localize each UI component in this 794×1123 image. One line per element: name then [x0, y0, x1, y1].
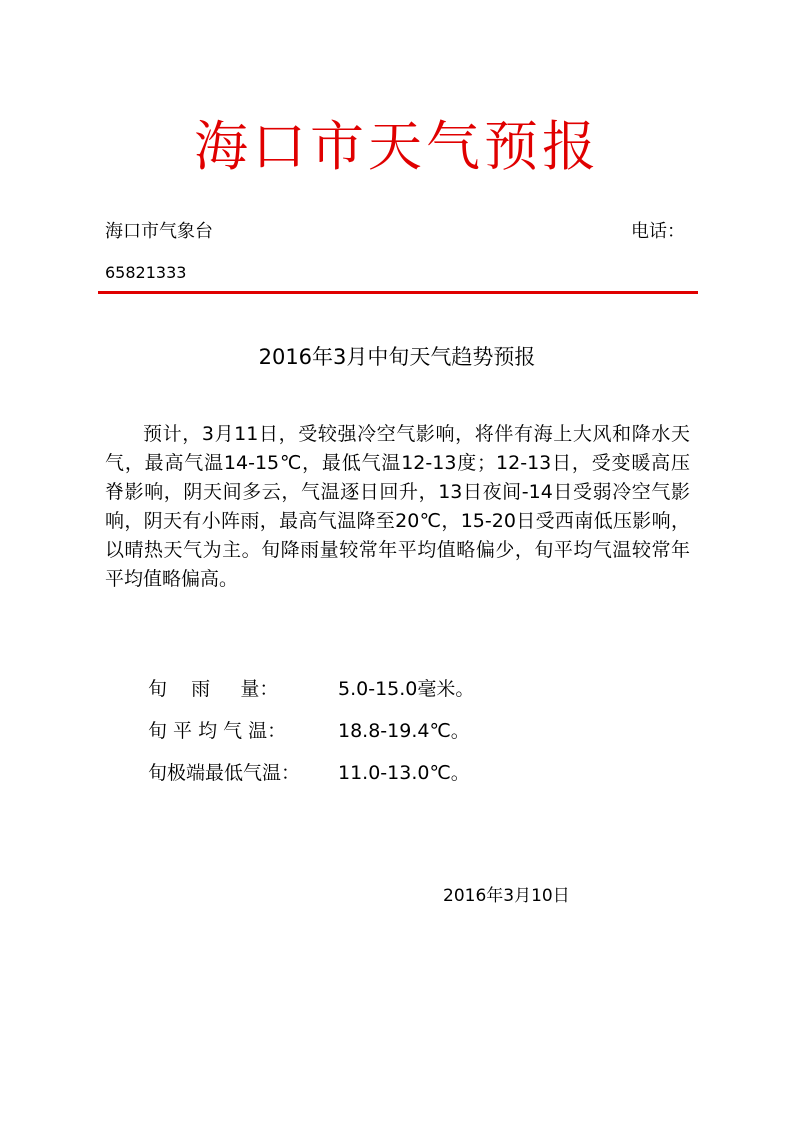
stat-value: 18.8-19.4℃。	[338, 720, 470, 742]
stat-value: 11.0-13.0℃。	[338, 762, 470, 784]
stat-row-min-temp	[148, 758, 474, 800]
issue-date: 2016年3月10日	[443, 886, 570, 906]
page-title: 海口市天气预报	[194, 115, 600, 178]
stat-row-avg-temp	[148, 716, 474, 758]
stat-row-rainfall	[148, 674, 474, 716]
stat-label: 旬 平 均 气 温：	[148, 720, 287, 742]
forecast-paragraph: 预计，3月11日，受较强冷空气影响，将伴有海上大风和降水天气，最高气温14-15℃，最低气温12-13度；12-13日，受变暖高压脊影响，阴天间多云，气温逐日回升，13日夜间-14日受弱冷空气影响，阴天有小阵雨，最高气温降至20℃，15-20日受西南低压影响，以晴热天气为主。旬降雨量较常年平均值略偏少，旬平均气温较常年平均值略偏高。	[105, 423, 690, 590]
stat-value: 5.0-15.0毫米。	[338, 678, 475, 700]
header-divider	[98, 291, 698, 294]
organization-name: 海口市气象台	[105, 221, 213, 242]
stat-label: 旬 雨 量：	[148, 678, 279, 700]
stat-label: 旬极端最低气温：	[148, 762, 301, 784]
phone-label: 电话：	[631, 221, 685, 242]
forecast-stats	[148, 674, 474, 800]
document-title: 2016年3月中旬天气趋势预报	[258, 345, 536, 369]
phone-number: 65821333	[105, 263, 187, 282]
